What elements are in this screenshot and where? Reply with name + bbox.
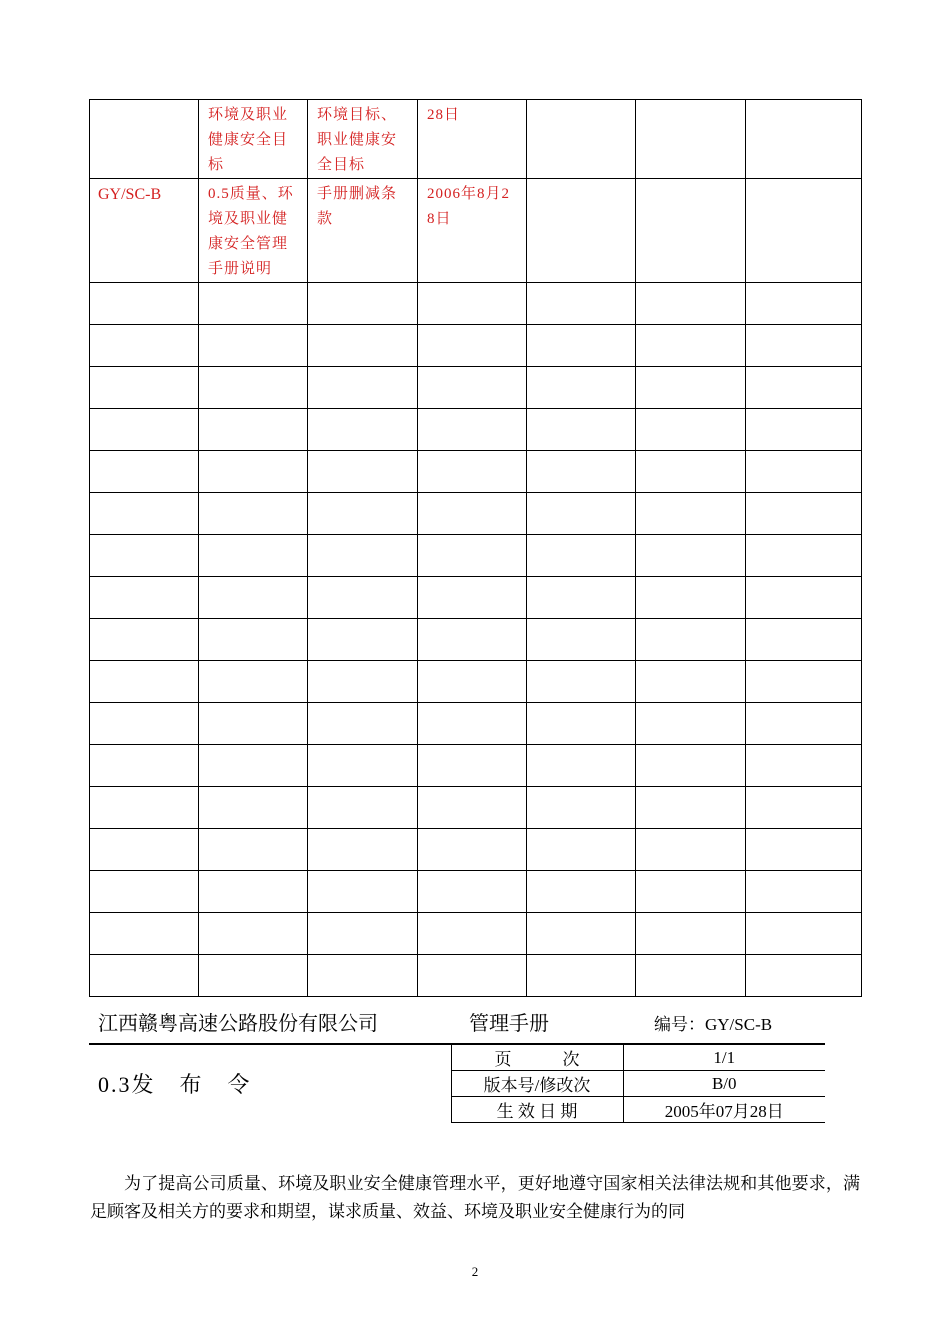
field-label-page: 页 次 [451, 1044, 623, 1071]
table-cell [746, 871, 862, 913]
table-cell [308, 325, 418, 367]
table-row [90, 179, 862, 283]
table-row-empty [90, 913, 862, 955]
table-cell [90, 913, 199, 955]
table-cell [418, 535, 527, 577]
table-row-empty [90, 703, 862, 745]
table-cell [199, 871, 308, 913]
table-row-empty [90, 325, 862, 367]
table-cell [90, 100, 199, 179]
table-cell [636, 955, 746, 997]
page-number: 2 [471, 1264, 479, 1279]
table-cell [418, 367, 527, 409]
table-row [90, 100, 862, 179]
table-cell [199, 787, 308, 829]
table-cell [746, 100, 862, 179]
table-row-empty [90, 283, 862, 325]
table-cell [90, 451, 199, 493]
table-cell [199, 493, 308, 535]
table-cell [636, 577, 746, 619]
table-cell [636, 283, 746, 325]
table-cell [90, 535, 199, 577]
field-value-date: 2005年07月28日 [623, 1097, 825, 1123]
table-cell [636, 829, 746, 871]
table-cell [636, 451, 746, 493]
table-cell [90, 787, 199, 829]
table-cell [527, 325, 636, 367]
table-cell: 0.5质量、环境及职业健康安全管理手册说明 [199, 179, 308, 283]
table-cell [527, 409, 636, 451]
table-cell [308, 619, 418, 661]
table-cell [527, 451, 636, 493]
manual-title: 管理手册 [469, 1013, 549, 1035]
table-cell [199, 913, 308, 955]
field-label-date: 生 效 日 期 [451, 1097, 623, 1123]
table-row-empty [90, 787, 862, 829]
table-cell [308, 661, 418, 703]
table-cell [308, 577, 418, 619]
table-cell [746, 787, 862, 829]
document-code: 编号：GY/SC-B [654, 1015, 773, 1034]
table-cell [308, 703, 418, 745]
table-cell [527, 913, 636, 955]
table-cell [308, 535, 418, 577]
table-cell [636, 619, 746, 661]
table-cell [746, 409, 862, 451]
table-row-empty [90, 535, 862, 577]
table-cell [418, 451, 527, 493]
table-cell [746, 829, 862, 871]
table-row-empty [90, 577, 862, 619]
table-row-empty [90, 745, 862, 787]
table-cell [636, 367, 746, 409]
table-cell [527, 955, 636, 997]
table-cell [418, 787, 527, 829]
table-row-empty [90, 829, 862, 871]
table-cell [746, 703, 862, 745]
header-row [89, 1044, 825, 1071]
table-cell [636, 661, 746, 703]
table-cell [746, 955, 862, 997]
table-row-empty [90, 871, 862, 913]
table-cell [199, 325, 308, 367]
table-cell [636, 100, 746, 179]
table-cell [90, 409, 199, 451]
table-cell [418, 871, 527, 913]
table-cell [746, 493, 862, 535]
company-name: 江西赣粤高速公路股份有限公司 [98, 1013, 378, 1035]
table-cell [418, 325, 527, 367]
table-cell [308, 829, 418, 871]
table-cell [636, 703, 746, 745]
table-cell [418, 829, 527, 871]
table-cell [527, 535, 636, 577]
table-cell [636, 409, 746, 451]
table-cell [746, 913, 862, 955]
table-cell [418, 661, 527, 703]
table-cell [636, 745, 746, 787]
table-cell [308, 955, 418, 997]
table-cell: 环境及职业健康安全目标 [199, 100, 308, 179]
table-cell [90, 325, 199, 367]
table-cell [636, 493, 746, 535]
table-cell [199, 535, 308, 577]
table-cell [308, 451, 418, 493]
table-row-empty [90, 619, 862, 661]
table-cell [199, 619, 308, 661]
table-cell [199, 577, 308, 619]
table-cell [90, 577, 199, 619]
field-value-version: B/0 [623, 1071, 825, 1097]
table-cell [527, 577, 636, 619]
table-cell [308, 283, 418, 325]
table-cell [418, 703, 527, 745]
table-cell: 28日 [418, 100, 527, 179]
table-row-empty [90, 493, 862, 535]
table-cell [308, 409, 418, 451]
table-cell [308, 367, 418, 409]
table-cell [90, 367, 199, 409]
table-cell [418, 745, 527, 787]
change-record-table [89, 99, 862, 997]
table-cell [90, 829, 199, 871]
table-cell [199, 367, 308, 409]
table-cell [308, 745, 418, 787]
table-cell [308, 493, 418, 535]
table-cell [418, 955, 527, 997]
table-cell [90, 283, 199, 325]
table-cell [746, 535, 862, 577]
table-cell: 2006年8月28日 [418, 179, 527, 283]
field-value-page: 1/1 [623, 1044, 825, 1071]
table-cell [90, 955, 199, 997]
table-cell [308, 787, 418, 829]
table-row-empty [90, 451, 862, 493]
table-cell [418, 409, 527, 451]
table-cell [418, 493, 527, 535]
table-cell [199, 829, 308, 871]
table-cell: 环境目标、职业健康安全目标 [308, 100, 418, 179]
table-cell [746, 451, 862, 493]
table-cell [199, 703, 308, 745]
table-cell [527, 493, 636, 535]
table-cell [636, 179, 746, 283]
table-cell: GY/SC-B [90, 179, 199, 283]
body-paragraph: 为了提高公司质量、环境及职业安全健康管理水平，更好地遵守国家相关法律法规和其他要求，满足顾客及相关方的要求和期望，谋求质量、效益、环境及职业安全健康行为的同 [90, 1174, 860, 1221]
table-cell [418, 913, 527, 955]
table-cell [636, 535, 746, 577]
table-cell [418, 619, 527, 661]
table-cell [636, 325, 746, 367]
table-cell [90, 493, 199, 535]
table-cell [199, 661, 308, 703]
table-cell [90, 745, 199, 787]
section-title: 0.3发 布 令 [89, 1044, 451, 1123]
table-cell [746, 577, 862, 619]
table-cell [90, 661, 199, 703]
table-row-empty [90, 955, 862, 997]
field-label-version: 版本号/修改次 [451, 1071, 623, 1097]
document-header-table [89, 1043, 825, 1123]
table-cell [90, 871, 199, 913]
table-cell [527, 787, 636, 829]
table-cell [527, 179, 636, 283]
table-cell [746, 619, 862, 661]
table-cell [199, 409, 308, 451]
table-cell [199, 283, 308, 325]
table-cell [527, 367, 636, 409]
table-cell [308, 871, 418, 913]
table-cell [527, 871, 636, 913]
table-cell [746, 367, 862, 409]
table-cell [308, 913, 418, 955]
table-cell [527, 100, 636, 179]
table-cell [527, 703, 636, 745]
table-cell [746, 325, 862, 367]
table-cell [527, 283, 636, 325]
table-cell [90, 619, 199, 661]
table-row-empty [90, 409, 862, 451]
table-cell [527, 829, 636, 871]
table-cell [199, 451, 308, 493]
table-cell [746, 179, 862, 283]
table-row-empty [90, 661, 862, 703]
table-cell [527, 661, 636, 703]
table-cell [636, 913, 746, 955]
table-cell [199, 745, 308, 787]
table-cell [418, 577, 527, 619]
table-cell [746, 745, 862, 787]
table-cell [527, 619, 636, 661]
table-cell [418, 283, 527, 325]
table-cell [90, 703, 199, 745]
table-cell [746, 283, 862, 325]
table-cell [636, 871, 746, 913]
table-row-empty [90, 367, 862, 409]
table-cell [199, 955, 308, 997]
table-cell [636, 787, 746, 829]
table-cell [746, 661, 862, 703]
table-cell [527, 745, 636, 787]
table-cell: 手册删减条款 [308, 179, 418, 283]
